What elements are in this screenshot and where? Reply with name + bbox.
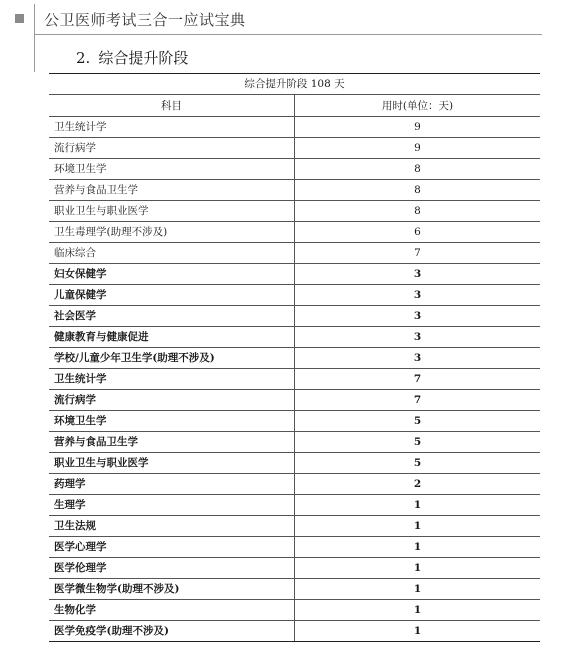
days-cell: 8	[295, 159, 541, 180]
subject-cell: 环境卫生学	[49, 411, 295, 432]
table-row	[49, 558, 540, 579]
subject-cell: 社会医学	[49, 306, 295, 327]
header-vertical-rule	[34, 4, 35, 72]
schedule-table-wrapper	[49, 73, 540, 642]
column-header-days: 用时(单位：天)	[295, 95, 541, 117]
section-title: 综合提升阶段	[98, 49, 189, 67]
days-cell: 3	[295, 348, 541, 369]
days-cell: 3	[295, 306, 541, 327]
table-header-row	[49, 95, 540, 117]
days-cell: 5	[295, 432, 541, 453]
table-row	[49, 243, 540, 264]
days-cell: 7	[295, 390, 541, 411]
header-horizontal-rule	[34, 34, 542, 35]
table-row	[49, 222, 540, 243]
table-row	[49, 201, 540, 222]
table-row	[49, 138, 540, 159]
table-row	[49, 159, 540, 180]
subject-cell: 医学伦理学	[49, 558, 295, 579]
subject-cell: 卫生统计学	[49, 369, 295, 390]
days-cell: 1	[295, 516, 541, 537]
page-header	[0, 0, 577, 34]
table-row	[49, 285, 540, 306]
table-row	[49, 453, 540, 474]
subject-cell: 生物化学	[49, 600, 295, 621]
subject-cell: 流行病学	[49, 390, 295, 411]
table-row	[49, 474, 540, 495]
days-cell: 1	[295, 600, 541, 621]
schedule-table	[49, 73, 540, 642]
table-row	[49, 432, 540, 453]
table-row	[49, 516, 540, 537]
subject-cell: 健康教育与健康促进	[49, 327, 295, 348]
subject-cell: 营养与食品卫生学	[49, 432, 295, 453]
days-cell: 3	[295, 264, 541, 285]
subject-cell: 环境卫生学	[49, 159, 295, 180]
table-row	[49, 600, 540, 621]
days-cell: 9	[295, 117, 541, 138]
days-cell: 1	[295, 537, 541, 558]
table-row	[49, 411, 540, 432]
days-cell: 8	[295, 180, 541, 201]
subject-cell: 医学心理学	[49, 537, 295, 558]
days-cell: 3	[295, 327, 541, 348]
subject-cell: 流行病学	[49, 138, 295, 159]
days-cell: 2	[295, 474, 541, 495]
table-row	[49, 369, 540, 390]
subject-cell: 儿童保健学	[49, 285, 295, 306]
book-title: 公卫医师考试三合一应试宝典	[44, 11, 246, 29]
subject-cell: 卫生法规	[49, 516, 295, 537]
section-number: 2.	[76, 49, 91, 67]
days-cell: 1	[295, 495, 541, 516]
days-cell: 1	[295, 579, 541, 600]
subject-cell: 妇女保健学	[49, 264, 295, 285]
table-caption: 综合提升阶段 108 天	[49, 74, 540, 95]
subject-cell: 医学微生物学(助理不涉及)	[49, 579, 295, 600]
subject-cell: 医学免疫学(助理不涉及)	[49, 621, 295, 642]
table-row	[49, 579, 540, 600]
table-row	[49, 537, 540, 558]
table-row	[49, 264, 540, 285]
subject-cell: 职业卫生与职业医学	[49, 201, 295, 222]
table-caption-row	[49, 74, 540, 95]
column-header-subject: 科目	[49, 95, 295, 117]
table-row	[49, 621, 540, 642]
days-cell: 1	[295, 558, 541, 579]
table-row	[49, 327, 540, 348]
table-row	[49, 390, 540, 411]
table-row	[49, 306, 540, 327]
days-cell: 5	[295, 411, 541, 432]
subject-cell: 卫生毒理学(助理不涉及)	[49, 222, 295, 243]
subject-cell: 临床综合	[49, 243, 295, 264]
table-row	[49, 348, 540, 369]
table-body	[49, 117, 540, 642]
subject-cell: 学校/儿童少年卫生学(助理不涉及)	[49, 348, 295, 369]
table-row	[49, 117, 540, 138]
subject-cell: 营养与食品卫生学	[49, 180, 295, 201]
subject-cell: 生理学	[49, 495, 295, 516]
section-heading	[76, 47, 188, 68]
days-cell: 3	[295, 285, 541, 306]
header-square-icon	[15, 14, 24, 23]
days-cell: 5	[295, 453, 541, 474]
days-cell: 7	[295, 243, 541, 264]
subject-cell: 卫生统计学	[49, 117, 295, 138]
days-cell: 6	[295, 222, 541, 243]
table-row	[49, 180, 540, 201]
table-row	[49, 495, 540, 516]
subject-cell: 职业卫生与职业医学	[49, 453, 295, 474]
days-cell: 8	[295, 201, 541, 222]
days-cell: 9	[295, 138, 541, 159]
subject-cell: 药理学	[49, 474, 295, 495]
days-cell: 1	[295, 621, 541, 642]
days-cell: 7	[295, 369, 541, 390]
